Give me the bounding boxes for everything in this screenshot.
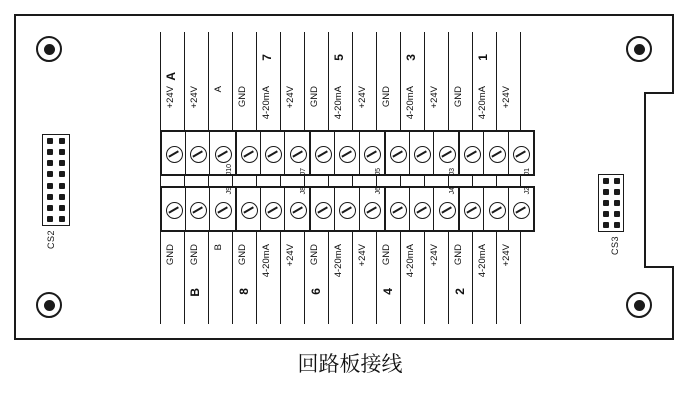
signal-label-bottom: +24V — [357, 244, 368, 267]
signal-label-bottom: GND — [189, 244, 200, 266]
mounting-hole-bottom-left — [36, 292, 62, 318]
terminal-id-label: J5 — [374, 167, 382, 175]
signal-label-top: GND — [237, 86, 248, 108]
terminal-id-label: J7 — [300, 167, 308, 175]
screw-icon — [364, 146, 381, 163]
terminal-screw-cell[interactable] — [311, 132, 335, 174]
header-pin — [59, 216, 65, 222]
channel-number-8: 8 — [237, 288, 251, 295]
screw-icon — [414, 202, 431, 219]
signal-label-bottom: +24V — [429, 244, 440, 267]
screw-icon — [414, 146, 431, 163]
screw-icon — [166, 146, 183, 163]
terminal-screw-cell[interactable] — [386, 132, 410, 174]
terminal-id-label: J10 — [225, 163, 233, 175]
terminal-screw-cell[interactable] — [410, 132, 434, 174]
terminal-block-j5[interactable] — [309, 130, 386, 176]
terminal-block-j3[interactable] — [384, 130, 461, 176]
terminal-screw-cell[interactable] — [237, 132, 261, 174]
terminal-screw-cell[interactable] — [261, 132, 285, 174]
terminal-screw-cell[interactable] — [460, 188, 484, 230]
screw-icon — [215, 146, 232, 163]
screw-icon — [339, 146, 356, 163]
channel-number-4: 4 — [381, 288, 395, 295]
terminal-row-top — [160, 130, 531, 176]
header-pin — [603, 178, 609, 184]
signal-label-top: +24V — [285, 86, 296, 109]
header-pin — [614, 178, 620, 184]
signal-label-top: A — [213, 86, 224, 93]
header-label-cs2: CS2 — [46, 230, 56, 250]
terminal-screw-cell[interactable] — [285, 188, 309, 230]
screw-icon — [166, 202, 183, 219]
terminal-screw-cell[interactable] — [311, 188, 335, 230]
signal-label-top: 4-20mA — [261, 86, 272, 120]
header-pin — [47, 205, 53, 211]
terminal-block-j9[interactable] — [160, 186, 237, 232]
signal-label-top: 4-20mA — [477, 86, 488, 120]
signal-label-bottom: GND — [309, 244, 320, 266]
terminal-screw-cell[interactable] — [509, 132, 533, 174]
header-pin — [47, 194, 53, 200]
channel-number-2: 2 — [453, 288, 467, 295]
screw-icon — [513, 146, 530, 163]
header-pin — [614, 211, 620, 217]
header-pin — [47, 183, 53, 189]
terminal-screw-cell[interactable] — [434, 188, 458, 230]
circuit-board — [14, 14, 674, 340]
signal-label-top: 4-20mA — [405, 86, 416, 120]
signal-label-bottom: +24V — [285, 244, 296, 267]
terminal-block-area — [142, 16, 542, 342]
signal-label-bottom: 4-20mA — [477, 244, 488, 278]
figure-caption: 回路板接线 — [297, 352, 403, 376]
signal-label-bottom: GND — [237, 244, 248, 266]
screw-icon — [215, 202, 232, 219]
terminal-screw-cell[interactable] — [484, 188, 508, 230]
screw-icon — [390, 202, 407, 219]
header-pin — [59, 138, 65, 144]
signal-label-bottom: 4-20mA — [261, 244, 272, 278]
header-pin — [59, 205, 65, 211]
screw-icon — [241, 202, 258, 219]
signal-label-top: +24V — [357, 86, 368, 109]
terminal-screw-cell[interactable] — [210, 188, 234, 230]
screw-icon — [315, 146, 332, 163]
screw-icon — [315, 202, 332, 219]
terminal-id-label: J2 — [523, 187, 531, 195]
connector-header-cs2 — [42, 134, 70, 226]
header-pin — [47, 216, 53, 222]
connector-header-cs3 — [598, 174, 624, 232]
terminal-screw-cell[interactable] — [186, 188, 210, 230]
signal-label-top: +24V — [501, 86, 512, 109]
header-pin — [614, 222, 620, 228]
terminal-screw-cell[interactable] — [285, 132, 309, 174]
signal-label-top: +24V — [165, 86, 176, 109]
header-pin — [614, 200, 620, 206]
terminal-screw-cell[interactable] — [434, 132, 458, 174]
header-pin — [59, 149, 65, 155]
terminal-id-label: J9 — [225, 187, 233, 195]
signal-label-bottom: GND — [381, 244, 392, 266]
screw-icon — [364, 202, 381, 219]
mounting-hole-bottom-right — [626, 292, 652, 318]
screw-icon — [265, 202, 282, 219]
header-pin — [603, 222, 609, 228]
header-pin — [47, 171, 53, 177]
screw-icon — [489, 202, 506, 219]
terminal-screw-cell[interactable] — [261, 188, 285, 230]
screw-icon — [241, 146, 258, 163]
screw-icon — [190, 146, 207, 163]
signal-label-top: GND — [381, 86, 392, 108]
terminal-screw-cell[interactable] — [210, 132, 234, 174]
terminal-screw-cell[interactable] — [484, 132, 508, 174]
signal-label-bottom: 4-20mA — [405, 244, 416, 278]
terminal-block-j10[interactable] — [160, 130, 237, 176]
header-pin — [59, 183, 65, 189]
terminal-block-j2[interactable] — [458, 186, 535, 232]
terminal-block-j4[interactable] — [384, 186, 461, 232]
terminal-screw-cell[interactable] — [509, 188, 533, 230]
header-pin — [603, 200, 609, 206]
header-label-cs3: CS3 — [610, 236, 620, 256]
signal-label-bottom: GND — [165, 244, 176, 266]
mounting-hole-top-left — [36, 36, 62, 62]
mounting-hole-top-right — [626, 36, 652, 62]
terminal-screw-cell[interactable] — [360, 132, 384, 174]
screw-icon — [190, 202, 207, 219]
header-pin — [59, 160, 65, 166]
screw-icon — [439, 146, 456, 163]
header-pin — [47, 138, 53, 144]
channel-number-A: A — [164, 72, 178, 81]
screw-icon — [390, 146, 407, 163]
channel-number-3: 3 — [404, 54, 418, 61]
signal-label-top: GND — [453, 86, 464, 108]
header-pin — [603, 189, 609, 195]
channel-number-B: B — [188, 288, 202, 297]
header-pin — [59, 194, 65, 200]
screw-icon — [265, 146, 282, 163]
header-pin — [47, 160, 53, 166]
channel-number-6: 6 — [309, 288, 323, 295]
terminal-block-j8[interactable] — [235, 186, 312, 232]
terminal-screw-cell[interactable] — [186, 132, 210, 174]
screw-icon — [464, 146, 481, 163]
terminal-screw-cell[interactable] — [360, 188, 384, 230]
terminal-screw-cell[interactable] — [162, 188, 186, 230]
header-pin — [614, 189, 620, 195]
channel-number-1: 1 — [476, 54, 490, 61]
terminal-id-label: J3 — [449, 167, 457, 175]
header-pin — [603, 211, 609, 217]
channel-number-5: 5 — [332, 54, 346, 61]
signal-label-bottom: +24V — [501, 244, 512, 267]
terminal-block-j6[interactable] — [309, 186, 386, 232]
terminal-block-j1[interactable] — [458, 130, 535, 176]
screw-icon — [439, 202, 456, 219]
signal-label-bottom: B — [213, 244, 224, 251]
terminal-id-label: J6 — [374, 187, 382, 195]
terminal-screw-cell[interactable] — [237, 188, 261, 230]
signal-label-top: GND — [309, 86, 320, 108]
header-pin — [47, 149, 53, 155]
screw-icon — [464, 202, 481, 219]
terminal-id-label: J8 — [300, 187, 308, 195]
signal-label-bottom: 4-20mA — [333, 244, 344, 278]
screw-icon — [339, 202, 356, 219]
board-notch-cover — [670, 94, 676, 266]
terminal-screw-cell[interactable] — [335, 188, 359, 230]
channel-number-7: 7 — [260, 54, 274, 61]
signal-label-top: +24V — [189, 86, 200, 109]
terminal-row-bottom — [160, 186, 531, 232]
signal-label-top: +24V — [429, 86, 440, 109]
screw-icon — [513, 202, 530, 219]
screw-icon — [290, 146, 307, 163]
terminal-screw-cell[interactable] — [335, 132, 359, 174]
terminal-block-j7[interactable] — [235, 130, 312, 176]
screw-icon — [290, 202, 307, 219]
signal-label-bottom: GND — [453, 244, 464, 266]
header-pin — [59, 171, 65, 177]
terminal-screw-cell[interactable] — [410, 188, 434, 230]
terminal-id-label: J1 — [523, 167, 531, 175]
signal-label-top: 4-20mA — [333, 86, 344, 120]
terminal-screw-cell[interactable] — [460, 132, 484, 174]
terminal-screw-cell[interactable] — [162, 132, 186, 174]
screw-icon — [489, 146, 506, 163]
terminal-id-label: J4 — [449, 187, 457, 195]
terminal-screw-cell[interactable] — [386, 188, 410, 230]
